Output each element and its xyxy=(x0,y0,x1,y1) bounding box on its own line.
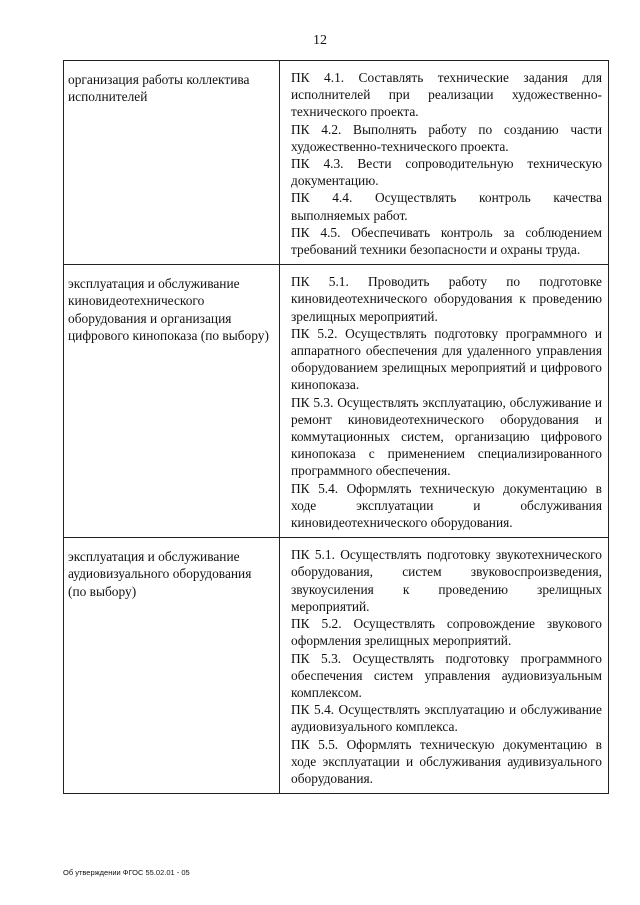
competency-item: ПК 5.3. Осуществлять эксплуатацию, обслуживание и ремонт киновидеотехнического оборудования и коммутационных систем, организацию цифрового кинопоказа с применением специализированного программного обеспечения. xyxy=(291,394,602,479)
page-number: 12 xyxy=(313,33,327,48)
competency-item: ПК 5.3. Осуществлять подготовку программного обеспечения систем управления аудиовизуальным комплексом. xyxy=(291,650,602,700)
footer-text: Об утверждении ФГОС 55.02.01 - 05 xyxy=(63,868,190,877)
competencies-cell xyxy=(280,265,609,538)
competency-item: ПК 5.1. Осуществлять подготовку звукотехнического оборудования, систем звуковоспроизведения, звукоусиления к проведению зрелищных мероприятий. xyxy=(291,547,602,614)
competency-item: ПК 4.1. Составлять технические задания для исполнителей при реализации художественно-технического проекта. xyxy=(291,70,602,120)
activity-type-cell: организация работы коллектива исполнителей xyxy=(64,61,280,265)
competency-item: ПК 4.5. Обеспечивать контроль за соблюдением требований техники безопасности и охраны труда. xyxy=(291,224,602,258)
competency-item: ПК 5.5. Оформлять техническую документацию в ходе эксплуатации и обслуживания аудивизуального оборудования. xyxy=(291,736,602,786)
competencies-cell xyxy=(280,61,609,265)
competency-item: ПК 4.2. Выполнять работу по созданию части художественно-технического проекта. xyxy=(291,121,602,154)
table-row xyxy=(64,538,609,794)
competency-item: ПК 4.4. Осуществлять контроль качества выполняемых работ. xyxy=(291,190,602,223)
table-row xyxy=(64,61,609,265)
competency-item: ПК 5.1. Проводить работу по подготовке киновидеотехнического оборудования к проведению зрелищных мероприятий. xyxy=(291,274,602,324)
competencies-cell xyxy=(280,538,609,794)
activity-type-cell: эксплуатация и обслуживание аудиовизуального оборудования (по выбору) xyxy=(64,538,280,794)
competency-item: ПК 5.4. Осуществлять эксплуатацию и обслуживание аудиовизуального комплекса. xyxy=(291,702,602,735)
competencies-table xyxy=(63,60,609,794)
competency-item: ПК 5.4. Оформлять техническую документацию в ходе эксплуатации и обслуживания киновидеотехнического оборудования. xyxy=(291,480,602,531)
competency-item: ПК 4.3. Вести сопроводительную техническую документацию. xyxy=(291,156,602,189)
competency-item: ПК 5.2. Осуществлять сопровождение звукового оформления зрелищных мероприятий. xyxy=(291,616,602,649)
competency-item: ПК 5.2. Осуществлять подготовку программного и аппаратного обеспечения для удаленного управления оборудованием зрелищных мероприятий и цифрового кинопоказа. xyxy=(291,325,602,393)
table-row xyxy=(64,265,609,538)
activity-type-cell: эксплуатация и обслуживание киновидеотехнического оборудования и организация цифрового кинопоказа (по выбору) xyxy=(64,265,280,538)
